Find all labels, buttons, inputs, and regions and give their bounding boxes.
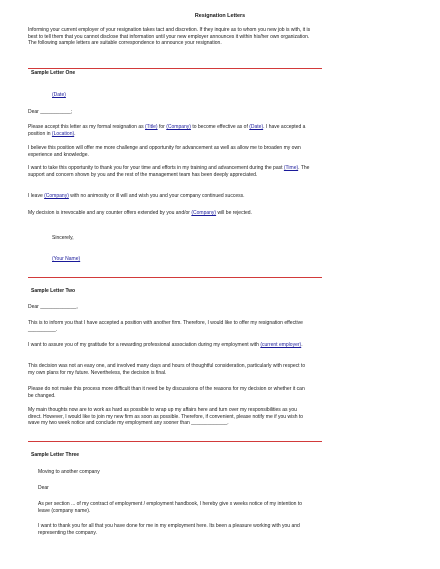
letter-two-paragraph-4: Please do not make this process more difficult than it need be by discussions of the reasons for my decision or whether it can be changed.	[28, 386, 305, 399]
text-run: for	[157, 124, 167, 130]
intro-paragraph: Informing your current employer of your resignation takes tact and discretion. If they inquire as to whom you new job is with, it is best to tell them that you cannot disclose that information until your new employer announces it within his/her own organization. The following sample letters are suitable correspondence to announce your resignation.	[28, 27, 311, 47]
letter-one-paragraph-1	[28, 124, 311, 137]
text-run: . The support and concern shown by you and the rest of the management team has been deeply appreciated.	[28, 165, 310, 178]
text-run: .	[74, 130, 76, 137]
letter-one-salutation: Dear ___________;	[28, 109, 73, 115]
letter-one-paragraph-4	[28, 193, 311, 200]
text-run: My decision is irrevocable and any counter offers extended by you and/or	[28, 210, 192, 216]
text-run: will be rejected.	[216, 210, 252, 216]
letter-one-heading: Sample Letter One	[31, 70, 76, 76]
employer-placeholder: (current employer)	[260, 342, 302, 348]
text-run: Please accept this letter as my formal resignation as	[28, 124, 145, 130]
text-run: I want to take this opportunity to thank you for your time and efforts in my training and advancement during the past	[28, 165, 284, 171]
letter-two-paragraph-5: My main thoughts now are to work as hard as possible to wrap up my affairs here and turn over my responsibilities as you direct. However, I would like to join my new firm as soon as possible. Therefore, if convenient, please notify me if you wish to wave my two week notice and conclude my employment any sooner than _____________.	[28, 407, 304, 427]
letter-one-paragraph-2: I believe this position will offer me more challenge and opportunity for advancement as well as allow me to broaden my own experience and knowledge.	[28, 145, 301, 158]
letter-one-closing: Sincerely,	[52, 235, 74, 241]
letter-two-salutation: Dear _____________,	[28, 304, 78, 310]
letter-one-paragraph-5	[28, 210, 311, 217]
title-placeholder: (Title)	[145, 124, 158, 130]
company-placeholder: (Company)	[191, 210, 217, 216]
name-placeholder: (Your Name)	[52, 256, 81, 262]
time-placeholder: (Time)	[283, 165, 299, 171]
date-placeholder: (Date)	[52, 92, 66, 98]
text-run: . I have accepted a position in	[28, 124, 306, 137]
text-run: to become effective as of	[190, 124, 250, 130]
document-title: Resignation Letters	[194, 13, 246, 19]
letter-three-paragraph-2: I want to thank you for all that you have done for me in my employment here. Its been a pleasure working with you and representing the company.	[38, 523, 300, 536]
section-divider	[28, 441, 322, 442]
letter-three-heading: Sample Letter Three	[31, 452, 80, 458]
date-placeholder: (Date)	[249, 124, 264, 130]
text-run: with no animosity or ill will and wish you and your company continued success.	[68, 193, 245, 199]
company-placeholder: (Company)	[166, 124, 191, 130]
letter-one-date-line	[52, 92, 335, 99]
text-run: .	[301, 342, 303, 348]
section-divider	[28, 68, 322, 69]
letter-three-subject: Moving to another company	[38, 469, 100, 475]
letter-one-signature	[52, 256, 335, 263]
company-placeholder: (Company)	[44, 193, 69, 199]
section-divider	[28, 277, 322, 278]
letter-three-salutation: Dear	[38, 485, 49, 491]
letter-one-paragraph-3	[28, 165, 311, 178]
letter-two-paragraph-3: This decision was not an easy one, and involved many days and hours of thoughtful consideration, particularly with respect to my own plans for my future. Nevertheless, the decision is final.	[28, 363, 306, 376]
location-placeholder: (Location)	[51, 130, 75, 137]
text-run: I want to assure you of my gratitude for a rewarding professional association during my employment with	[28, 342, 261, 348]
letter-two-paragraph-2	[28, 342, 311, 349]
text-run: I leave	[28, 193, 45, 199]
letter-two-heading: Sample Letter Two	[31, 288, 76, 294]
letter-three-paragraph-1: As per section ... of my contract of employment / employment handbook, I hereby give x weeks notice of my intention to leave (company name).	[38, 501, 303, 514]
letter-two-paragraph-1: This is to inform you that I have accepted a position with another firm. Therefore, I would like to offer my resignation effective __________.	[28, 320, 303, 333]
